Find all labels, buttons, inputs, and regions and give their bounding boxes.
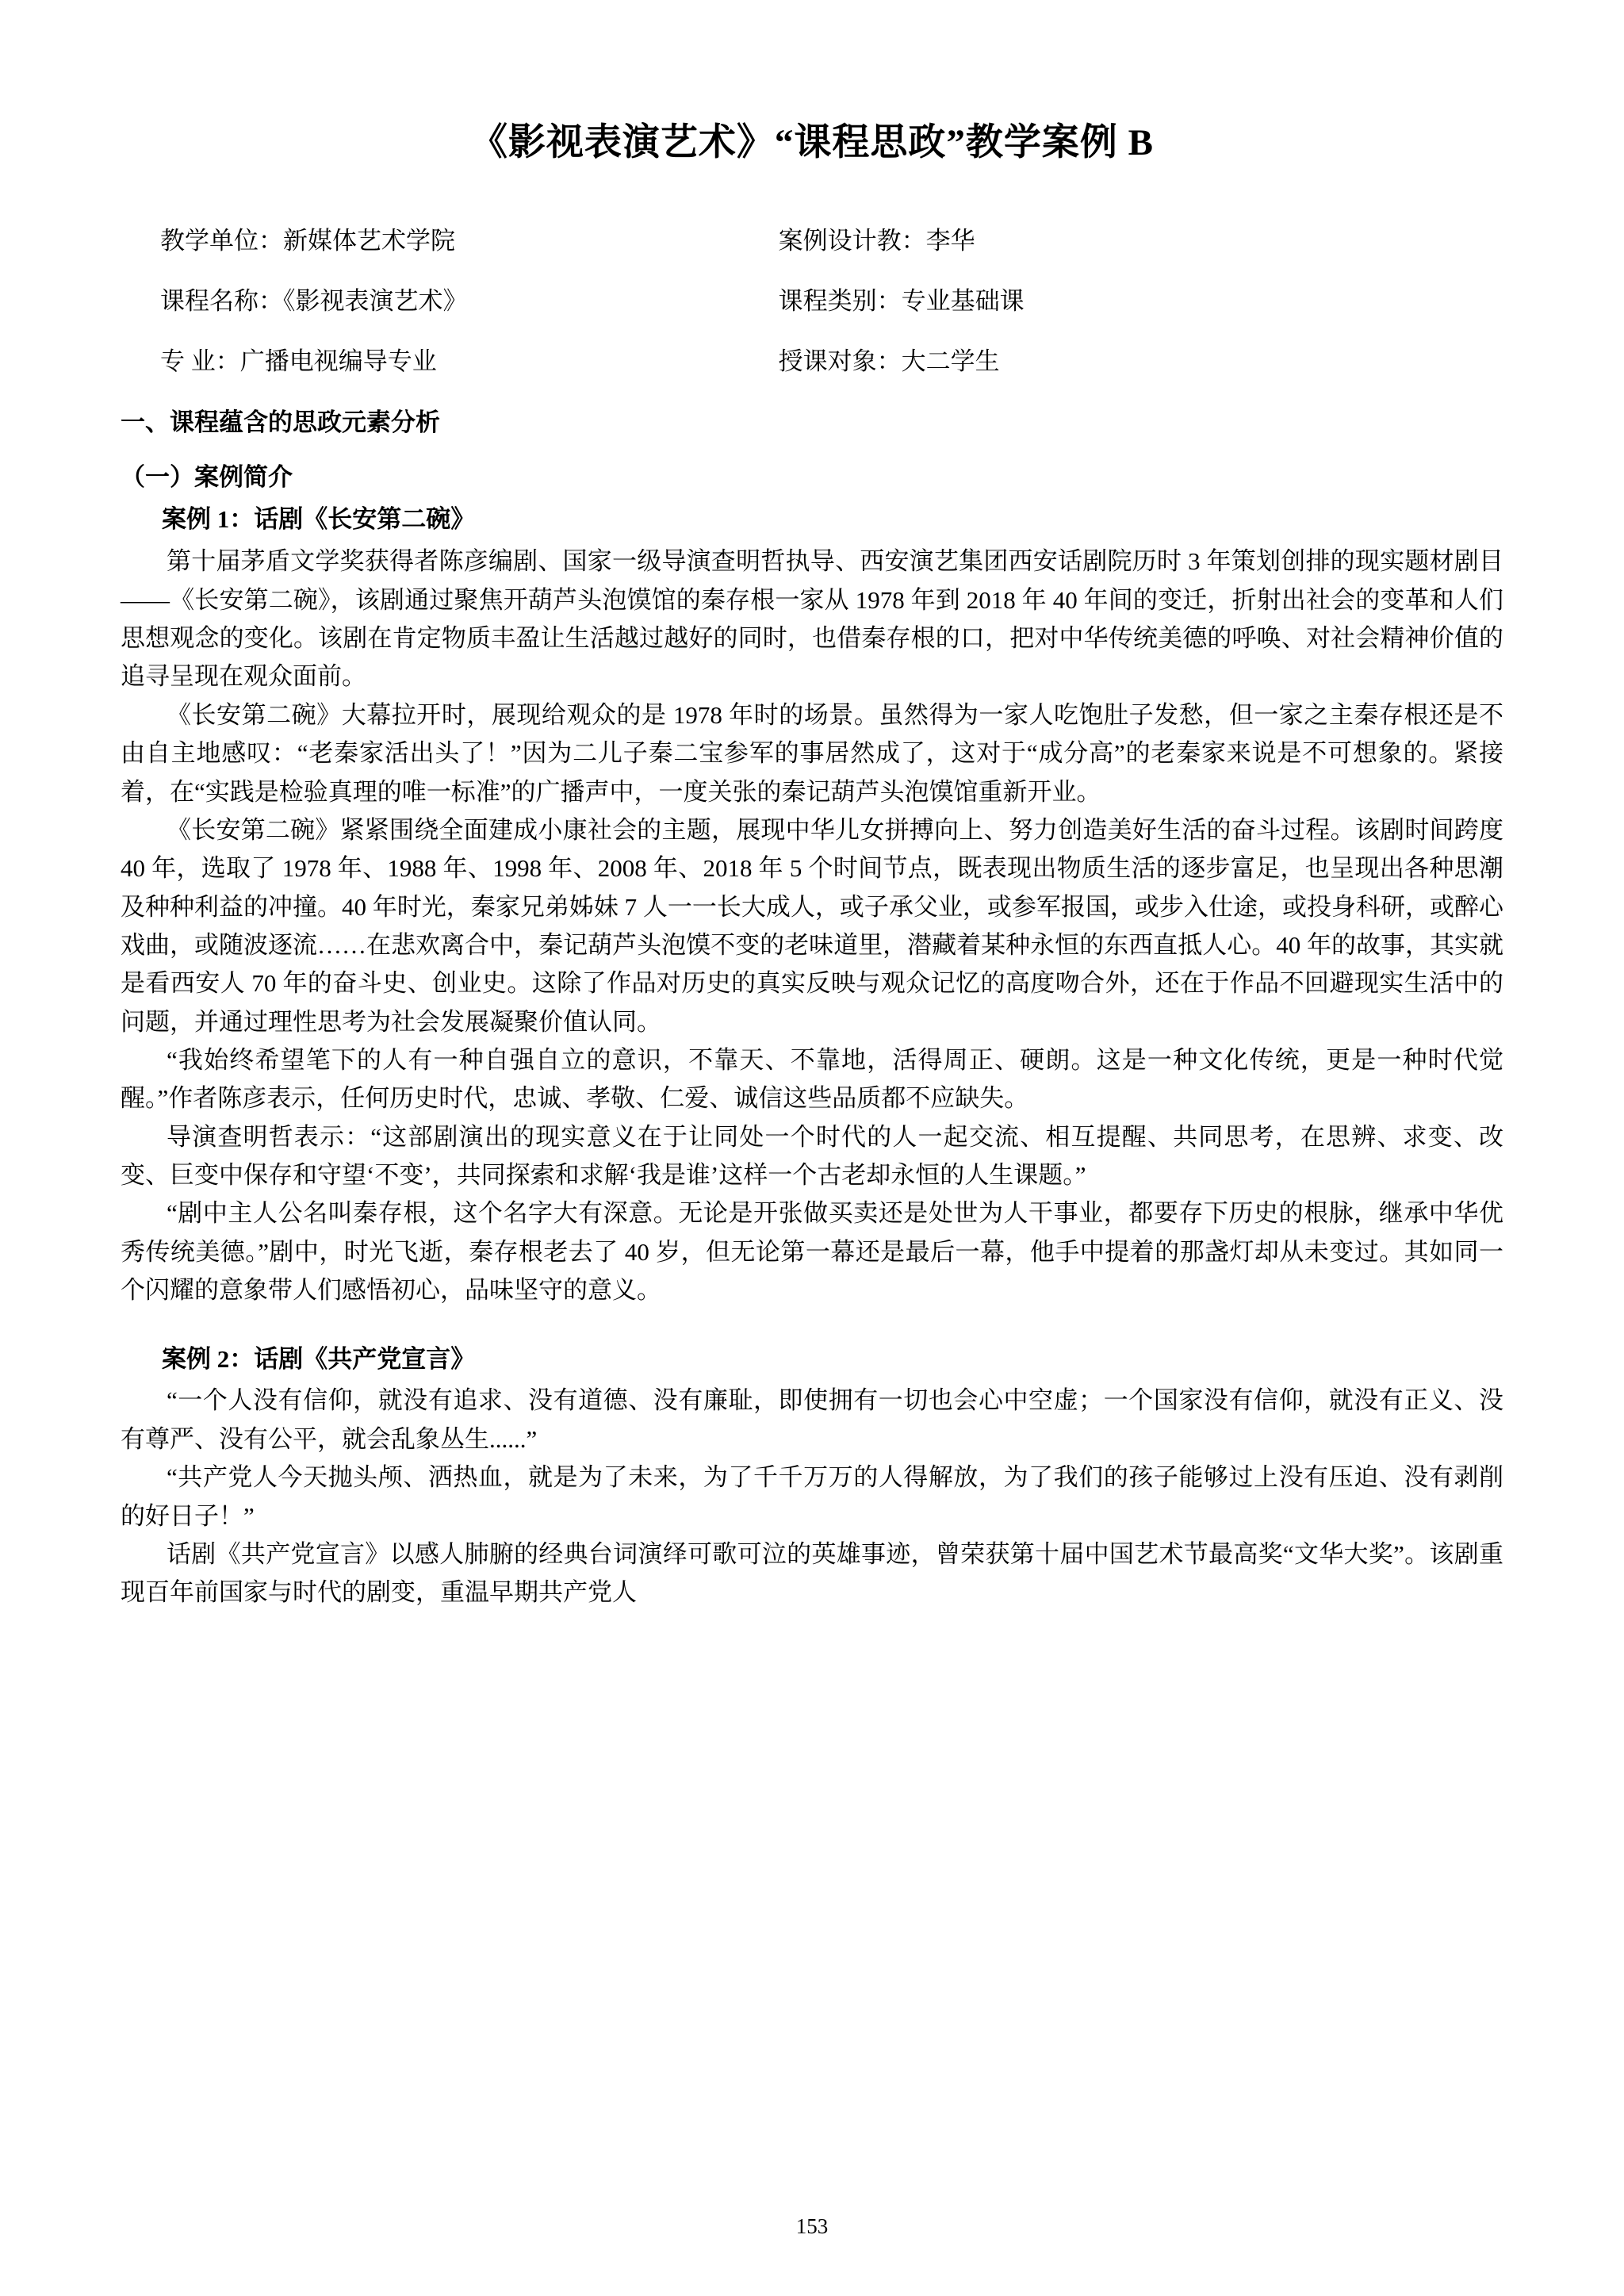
- meta-row: [121, 345, 1503, 378]
- meta-row: [121, 224, 1503, 258]
- case1-paragraph: 《长安第二碗》紧紧围绕全面建成小康社会的主题，展现中华儿女拼搏向上、努力创造美好生活的奋斗过程。该剧时间跨度 40 年，选取了 1978 年、1988 年、1998 年、2008 年、2018 年 5 个时间节点，既表现出物质生活的逐步富足，也呈现出各种思潮及种种利益的冲撞。40 年时光，秦家兄弟姊妹 7 人一一长大成人，或子承父业，或参军报国，或步入仕途，或投身科研，或醉心戏曲，或随波逐流……在悲欢离合中，秦记葫芦头泡馍不变的老味道里，潜藏着某种永恒的东西直抵人心。40 年的故事，其实就是看西安人 70 年的奋斗史、创业史。这除了作品对历史的真实反映与观众记忆的高度吻合外，还在于作品不回避现实生活中的问题，并通过理性思考为社会发展凝聚价值认同。: [121, 815, 1503, 1036]
- page-title: 《影视表演艺术》“课程思政”教学案例 B: [469, 122, 1155, 163]
- page-number: 153: [795, 2214, 829, 2238]
- case2-paragraph: 话剧《共产党宣言》以感人肺腑的经典台词演绎可歌可泣的英雄事迹，曾荣获第十届中国艺术节最高奖“文华大奖”。该剧重现百年前国家与时代的剧变，重温早期共产党人: [121, 1539, 1503, 1607]
- case2-heading: 案例 2：话剧《共产党宣言》: [162, 1344, 476, 1373]
- case2-paragraph: “一个人没有信仰，就没有追求、没有道德、没有廉耻，即使拥有一切也会心中空虚；一个国家没有信仰，就没有正义、没有尊严、没有公平，就会乱象丛生......”: [121, 1386, 1503, 1453]
- meta-audience: 授课对象：大二学生: [778, 347, 1000, 375]
- subsection-heading: （一）案例简介: [121, 463, 293, 492]
- case1-heading: 案例 1：话剧《长安第二碗》: [162, 505, 476, 534]
- case1-paragraph: 《长安第二碗》大幕拉开时，展现给观众的是 1978 年时的场景。虽然得为一家人吃饱肚子发愁，但一家之主秦存根还是不由自主地感叹：“老秦家活出头了！”因为二儿子秦二宝参军的事居然成了，这对于“成分高”的老秦家来说是不可想象的。紧接着，在“实践是检验真理的唯一标准”的广播声中，一度关张的秦记葫芦头泡馍馆重新开业。: [121, 700, 1503, 806]
- meta-row: [121, 285, 1503, 318]
- meta-course-category: 课程类别：专业基础课: [778, 286, 1025, 315]
- meta-case-designer: 案例设计教：李华: [778, 227, 975, 255]
- case2-paragraph: “共产党人今天抛头颅、洒热血，就是为了未来，为了千千万万的人得解放，为了我们的孩子能够过上没有压迫、没有剥削的好日子！”: [121, 1463, 1503, 1530]
- case1-paragraph: 导演查明哲表示：“这部剧演出的现实意义在于让同处一个时代的人一起交流、相互提醒、共同思考，在思辨、求变、改变、巨变中保存和守望‘不变’，共同探索和求解‘我是谁’这样一个古老却永恒的人生课题。”: [121, 1122, 1503, 1190]
- case1-paragraph: “我始终希望笔下的人有一种自强自立的意识，不靠天、不靠地，活得周正、硬朗。这是一种文化传统，更是一种时代觉醒。”作者陈彦表示，任何历史时代，忠诚、孝敬、仁爱、诚信这些品质都不应缺失。: [121, 1046, 1503, 1113]
- meta-teaching-unit: 教学单位：新媒体艺术学院: [160, 227, 455, 255]
- section-heading: 一、课程蕴含的思政元素分析: [121, 408, 440, 436]
- case1-paragraph: 第十届茅盾文学奖获得者陈彦编剧、国家一级导演查明哲执导、西安演艺集团西安话剧院历时 3 年策划创排的现实题材剧目——《长安第二碗》，该剧通过聚焦开葫芦头泡馍馆的秦存根一家从 1978 年到 2018 年 40 年间的变迁，折射出社会的变革和人们思想观念的变化。该剧在肯定物质丰盈让生活越过越好的同时，也借秦存根的口，把对中华传统美德的呼唤、对社会精神价值的追寻呈现在观众面前。: [121, 547, 1503, 691]
- meta-major: 专 业：广播电视编导专业: [160, 347, 437, 375]
- course-meta-block: [121, 224, 1503, 378]
- meta-course-name: 课程名称：《影视表演艺术》: [160, 286, 468, 315]
- case1-paragraph: “剧中主人公名叫秦存根，这个名字大有深意。无论是开张做买卖还是处世为人干事业，都要存下历史的根脉，继承中华优秀传统美德。”剧中，时光飞逝，秦存根老去了 40 岁，但无论第一幕还是最后一幕，他手中提着的那盏灯却从未变过。其如同一个闪耀的意象带人们感悟初心，品味坚守的意义。: [121, 1199, 1503, 1305]
